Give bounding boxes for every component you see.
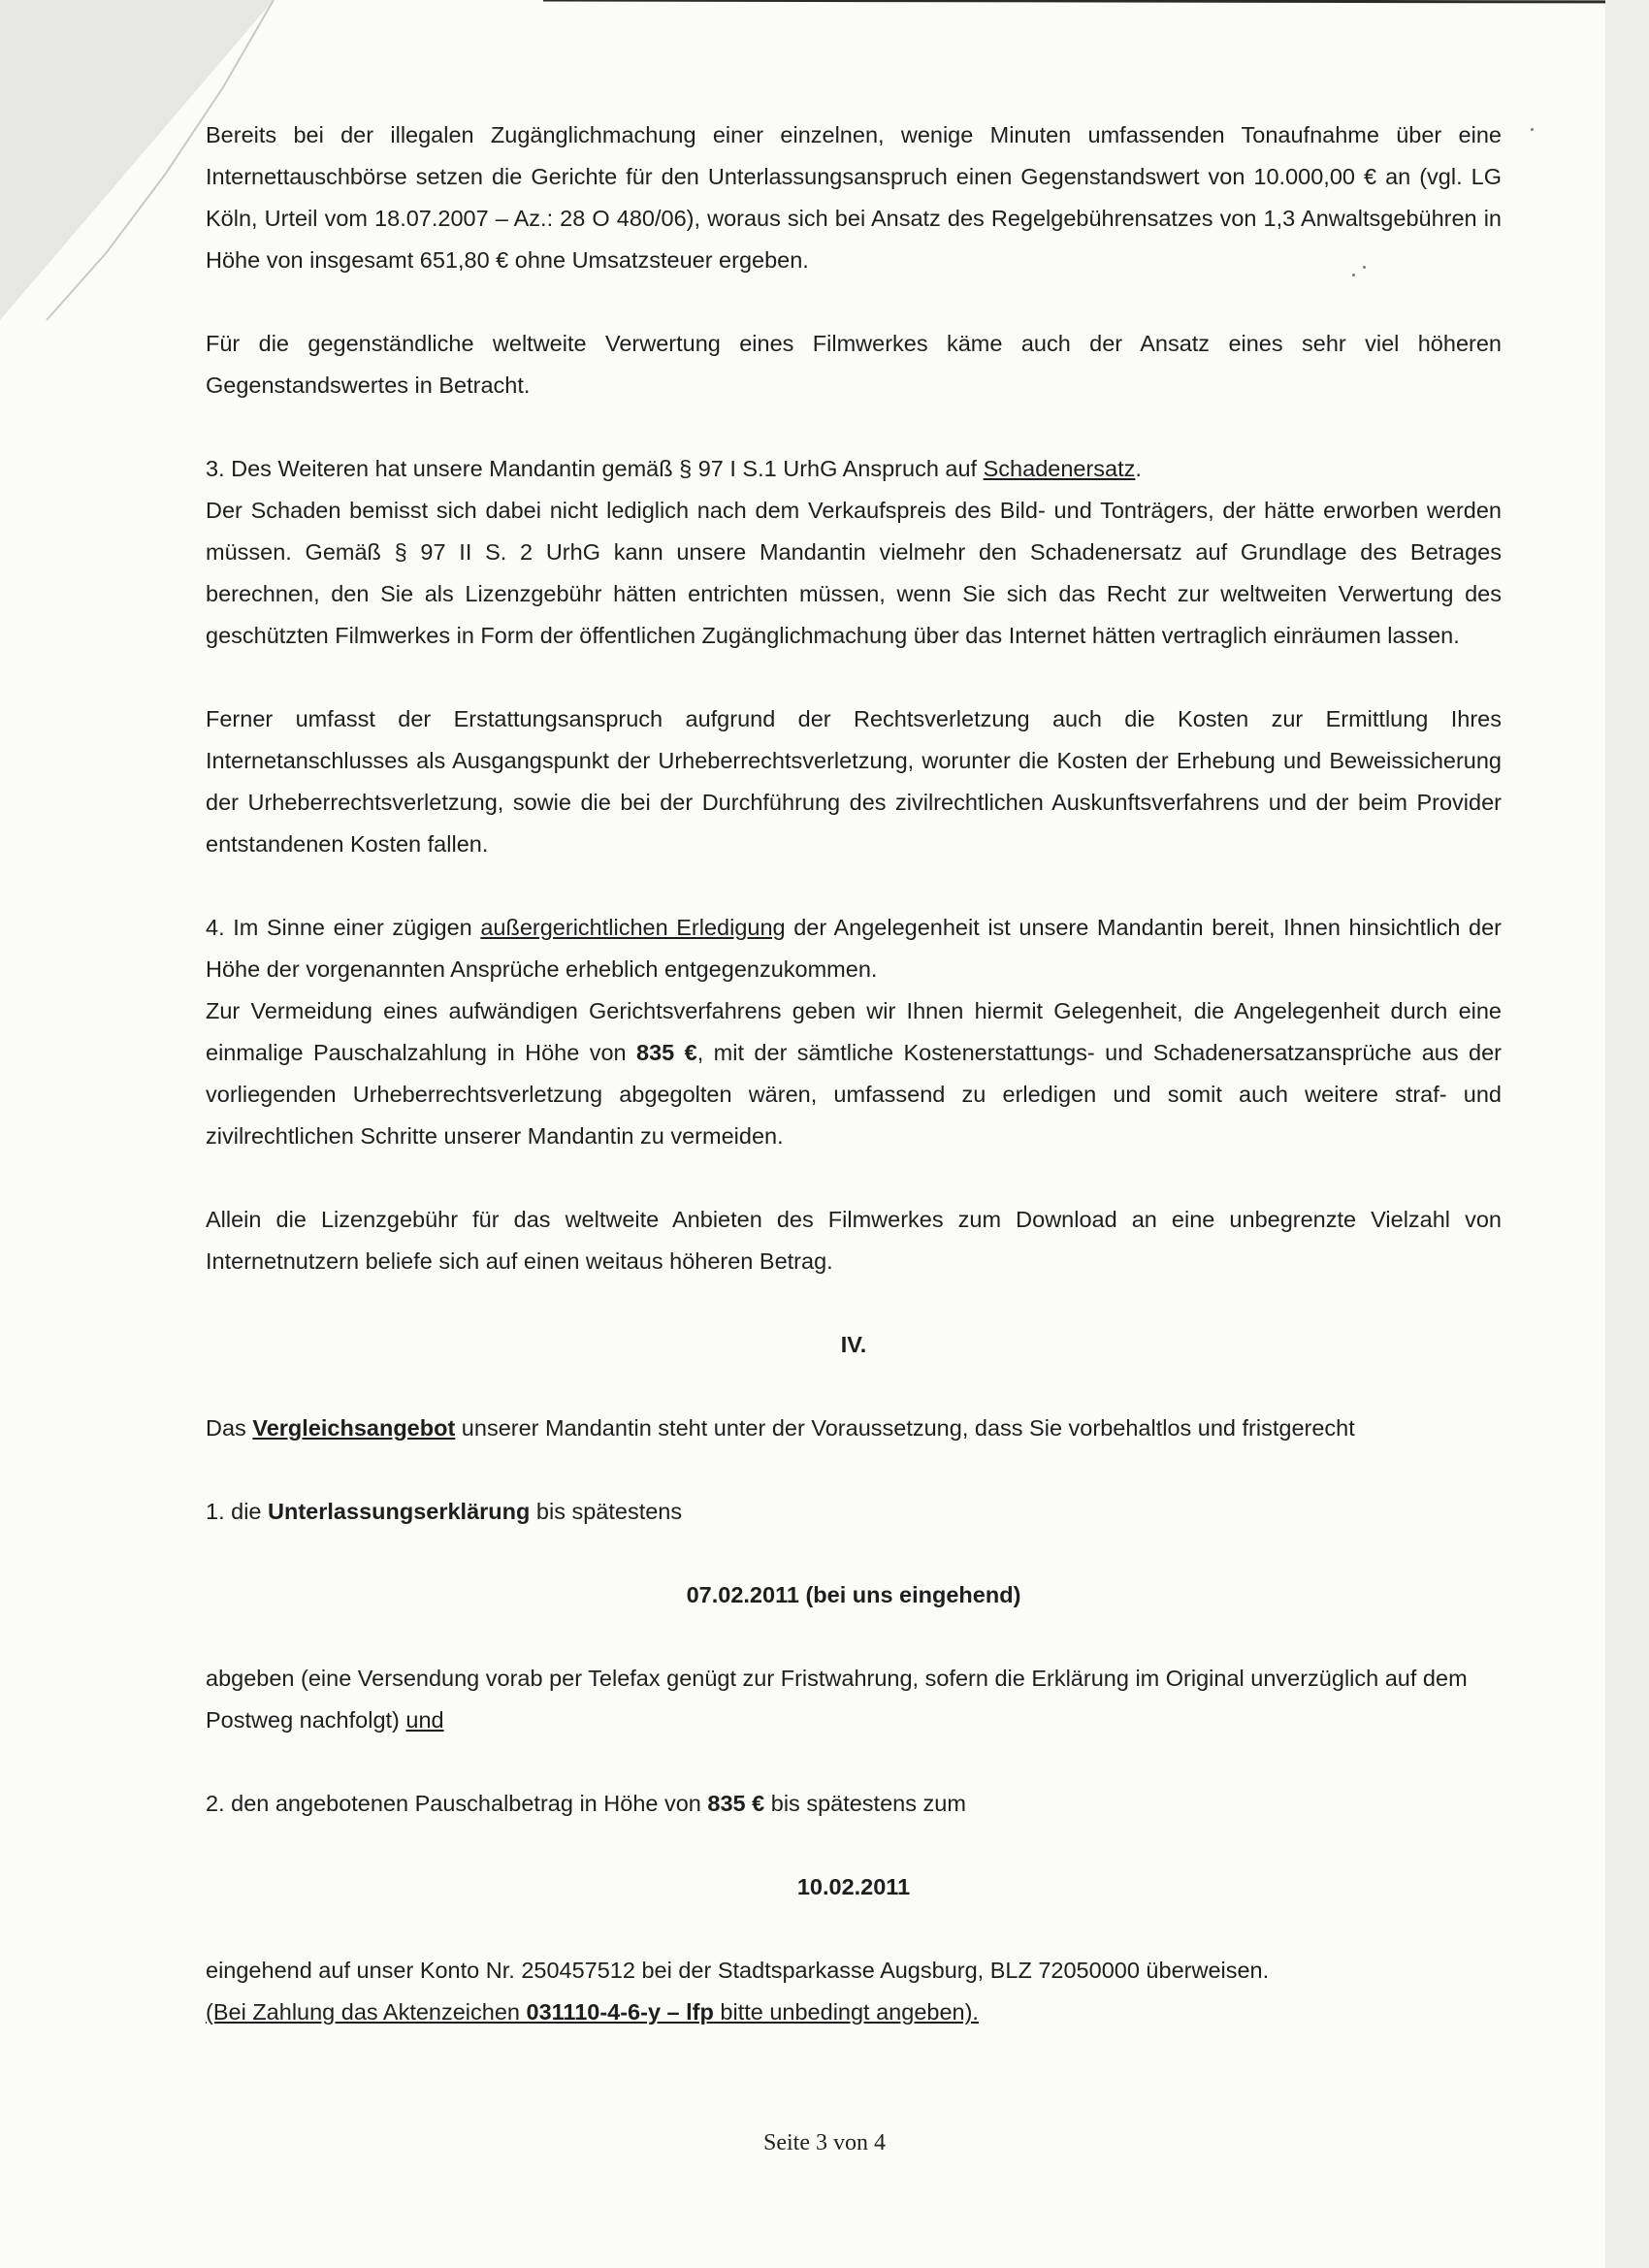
paragraph-streitwert: Bereits bei der illegalen Zugänglichmachung einer einzelnen, wenige Minuten umfassenden Tonaufnahme über eine Internettauschbörse setzen die Gerichte für den Unterlassungsanspruch einen Gegenstandswert von 10.000,00 € an (vgl. LG Köln, Urteil vom 18.07.2007 – Az.: 28 O 480/06), woraus sich bei Ansatz des Regelgebührensatzes von 1,3 Anwaltsgebühren in Höhe von insgesamt 651,80 € ohne Umsatzsteuer ergeben.: [206, 122, 1502, 273]
scan-speck: [1531, 128, 1534, 131]
paragraph-erledigung: 4. Im Sinne einer zügigen außergerichtlichen Erledigung der Angelegenheit ist unsere Mandantin bereit, Ihnen hinsichtlich der Höhe der vorgenannten Ansprüche erheblich entgegenzukommen.: [206, 915, 1503, 982]
paragraph-aktenzeichen: (Bei Zahlung das Aktenzeichen 031110-4-6-y – lfp bitte unbedingt angeben).: [206, 1999, 979, 2025]
paragraph-versendung: abgeben (eine Versendung vorab per Telefax genügt zur Fristwahrung, sofern die Erklärung im Original unverzüglich auf dem Postweg nachfolgt) und: [206, 1666, 1468, 1733]
paragraph-schaden-bemessung: Der Schaden bemisst sich dabei nicht lediglich nach dem Verkaufspreis des Bild- und Tonträgers, der hätte erworben werden müssen. Gemäß § 97 II S. 2 UrhG kann unsere Mandantin vielmehr den Schadenersatz auf Grundlage des Betrages berechnen, den Sie als Lizenzgebühr hätten entrichten müssen, wenn Sie sich das Recht zur weltweiten Verwertung des geschützten Filmwerkes in Form der öffentlichen Zugänglichmachung über das Internet hätten vertraglich einräumen lassen.: [206, 498, 1502, 648]
paragraph-gegenstandswert: Für die gegenständliche weltweite Verwertung eines Filmwerkes käme auch der Ansatz eines sehr viel höheren Gegenstandswertes in Betracht.: [206, 331, 1502, 398]
und-underlined: und: [405, 1707, 444, 1733]
schadenersatz-underlined: Schadenersatz: [983, 456, 1136, 481]
deadline-date-2: 10.02.2011: [796, 1874, 911, 1899]
paragraph-konto: eingehend auf unser Konto Nr. 250457512 bei der Stadtsparkasse Augsburg, BLZ 72050000 überweisen.: [206, 1958, 1270, 1983]
paragraph-lizenzgebuehr: Allein die Lizenzgebühr für das weltweite Anbieten des Filmwerkes zum Download an eine unbegrenzte Vielzahl von Internetnutzern beliefe sich auf einen weitaus höheren Betrag.: [206, 1207, 1502, 1274]
pauschal-amount: 835 €: [636, 1040, 697, 1065]
paragraph-erstattungsanspruch: Ferner umfasst der Erstattungsanspruch aufgrund der Rechtsverletzung auch die Kosten zur Ermittlung Ihres Internetanschlusses als Ausgangspunkt der Urheberrechtsverletzung, worunter die Kosten der Erhebung und Beweissicherung der Urheberrechtsverletzung, sowie die bei der Durchführung des zivilrechtlichen Auskunftsverfahrens und der beim Provider entstandenen Kosten fallen.: [206, 706, 1502, 857]
pauschalbetrag-amount: 835 €: [707, 1791, 765, 1816]
deadline-date-1: 07.02.2011 (bei uns eingehend): [686, 1582, 1021, 1607]
aktenzeichen-ref: 031110-4-6-y – lfp: [526, 1999, 714, 2025]
paragraph-schadenersatz-anspruch: 3. Des Weiteren hat unsere Mandantin gemäß § 97 I S.1 UrhG Anspruch auf Schadenersatz.: [206, 456, 1142, 481]
unterlassungserklaerung-term: Unterlassungserklärung: [268, 1499, 531, 1524]
erledigung-underlined: außergerichtlichen Erledigung: [480, 915, 786, 940]
letter-body: [206, 114, 1502, 2033]
vergleichsangebot-term: Vergleichsangebot: [252, 1415, 456, 1441]
paragraph-vergleichsangebot: Das Vergleichsangebot unserer Mandantin steht unter der Voraussetzung, dass Sie vorbehaltlos und fristgerecht: [206, 1415, 1355, 1441]
condition-2: 2. den angebotenen Pauschalbetrag in Höhe von 835 € bis spätestens zum: [206, 1791, 966, 1816]
section-heading: IV.: [840, 1332, 867, 1357]
condition-1: 1. die Unterlassungserklärung bis spätestens: [206, 1499, 683, 1524]
page-number: Seite 3 von 4: [763, 2130, 886, 2155]
paragraph-pauschalzahlung: Zur Vermeidung eines aufwändigen Gerichtsverfahrens geben wir Ihnen hiermit Gelegenheit, die Angelegenheit durch eine einmalige Pauschalzahlung in Höhe von 835 €, mit der sämtliche Kostenerstattungs- und Schadenersatzansprüche aus der vorliegenden Urheberrechtsverletzung abgegolten wären, umfassend zu erledigen und somit auch weitere straf- und zivilrechtlichen Schritte unserer Mandantin zu vermeiden.: [206, 998, 1502, 1149]
